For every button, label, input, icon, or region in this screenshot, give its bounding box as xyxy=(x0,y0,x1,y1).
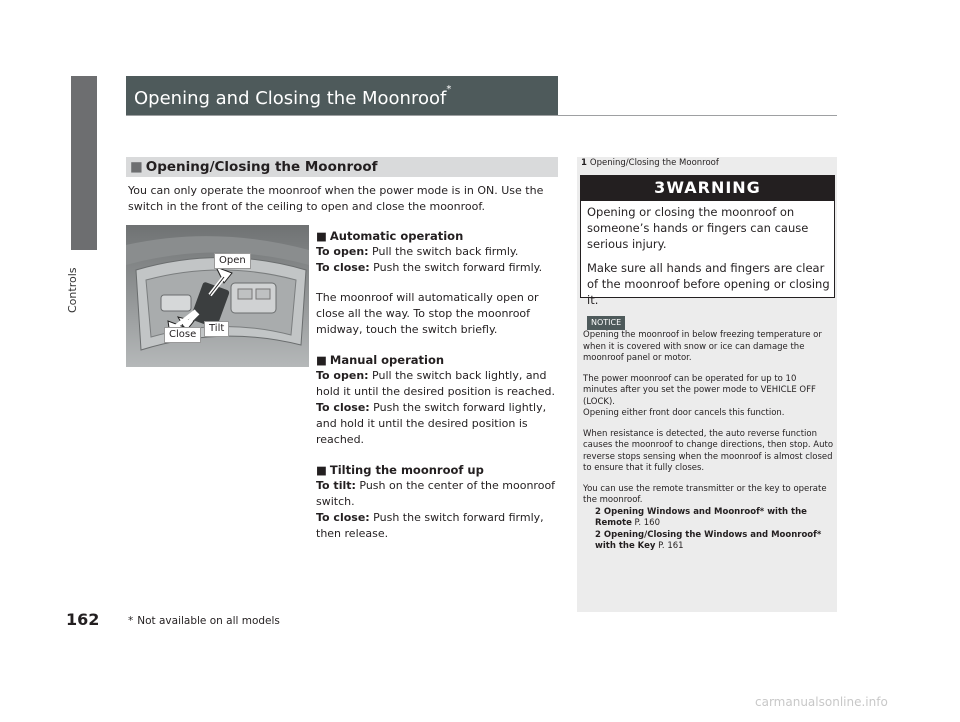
tilt-label: Tilt xyxy=(204,321,229,337)
intro-paragraph: You can only operate the moonroof when the power mode is in ON. Use the switch in the front of the ceiling to open and close the moonroof. xyxy=(128,184,544,213)
square-bullet-icon: ■ xyxy=(130,159,143,175)
reference-key-link[interactable]: 2 Opening/Closing the Windows and Moonroof* with the Key P. 161 xyxy=(595,529,822,551)
open-label: Open xyxy=(214,253,251,269)
reference-marker-icon: 1 xyxy=(581,158,587,168)
manual-open: To open: Pull the switch back lightly, and hold it until the desired position is reached. xyxy=(316,369,555,398)
operations-instructions xyxy=(316,228,560,542)
warning-triangle-icon: 3 xyxy=(654,178,667,197)
title-footnote-mark: * xyxy=(446,84,452,95)
close-label: Close xyxy=(164,327,201,343)
side-notes-text xyxy=(583,330,833,553)
side-panel-header: 1 Opening/Closing the Moonroof xyxy=(581,158,719,168)
auto-reverse-note: When resistance is detected, the auto reverse function causes the moonroof to change directions, then stop. Auto reverse stops sensing when the moonroof is almost closed to ensure that it fully closes. xyxy=(583,428,834,473)
remote-note: You can use the remote transmitter or the key to operate the moonroof. xyxy=(583,483,827,505)
notice-badge: NOTICE xyxy=(587,316,625,330)
tilt-close: To close: Push the switch forward firmly, then release. xyxy=(316,511,544,540)
power-timeout-note: The power moonroof can be operated for up to 10 minutes after you set the power mode to VEHICLE OFF (LOCK). Opening either front door cancels this function. xyxy=(583,373,816,418)
section-heading-text: Opening/Closing the Moonroof xyxy=(145,159,378,175)
reference-arrow-icon: 2 xyxy=(595,506,601,517)
tilt-heading: ■ Tilting the moonroof up xyxy=(316,463,484,477)
section-tab-label: Controls xyxy=(66,267,79,313)
reference-arrow-icon: 2 xyxy=(595,529,601,540)
manual-heading: ■ Manual operation xyxy=(316,353,445,367)
section-heading xyxy=(126,157,558,177)
moonroof-switch-figure xyxy=(126,225,309,367)
page-number: 162 xyxy=(66,610,100,629)
footnote: * Not available on all models xyxy=(128,615,280,627)
square-bullet-icon: ■ xyxy=(316,463,327,477)
page-title xyxy=(126,76,558,115)
manual-close: To close: Push the switch forward lightly, and hold it until the desired position is reached. xyxy=(316,401,547,446)
title-divider xyxy=(126,115,837,116)
ceiling-console-illustration xyxy=(126,225,309,367)
warning-title: 3WARNING xyxy=(580,175,835,201)
reference-remote-link[interactable]: 2 Opening Windows and Moonroof* with the Remote P. 160 xyxy=(595,506,807,528)
auto-close: To close: Push the switch forward firmly. xyxy=(316,261,543,274)
square-bullet-icon: ■ xyxy=(316,353,327,367)
warning-text: Opening or closing the moonroof on someone’s hands or fingers can cause serious injury. Make sure all hands and fingers are clear of the moonroof before opening or closing it. xyxy=(587,205,830,307)
notice-text: Opening the moonroof in below freezing temperature or when it is covered with snow or ice can damage the moonroof panel or motor. xyxy=(583,330,822,363)
section-tab-marker xyxy=(71,76,97,250)
auto-open: To open: Pull the switch back firmly. xyxy=(316,245,519,258)
page-title-text: Opening and Closing the Moonroof xyxy=(134,88,447,109)
auto-note: The moonroof will automatically open or close all the way. To stop the moonroof midway, touch the switch briefly. xyxy=(316,291,539,336)
square-bullet-icon: ■ xyxy=(316,229,327,243)
watermark: carmanualsonline.info xyxy=(755,695,888,709)
tilt-up: To tilt: Push on the center of the moonroof switch. xyxy=(316,479,556,508)
auto-heading: ■ Automatic operation xyxy=(316,229,464,243)
